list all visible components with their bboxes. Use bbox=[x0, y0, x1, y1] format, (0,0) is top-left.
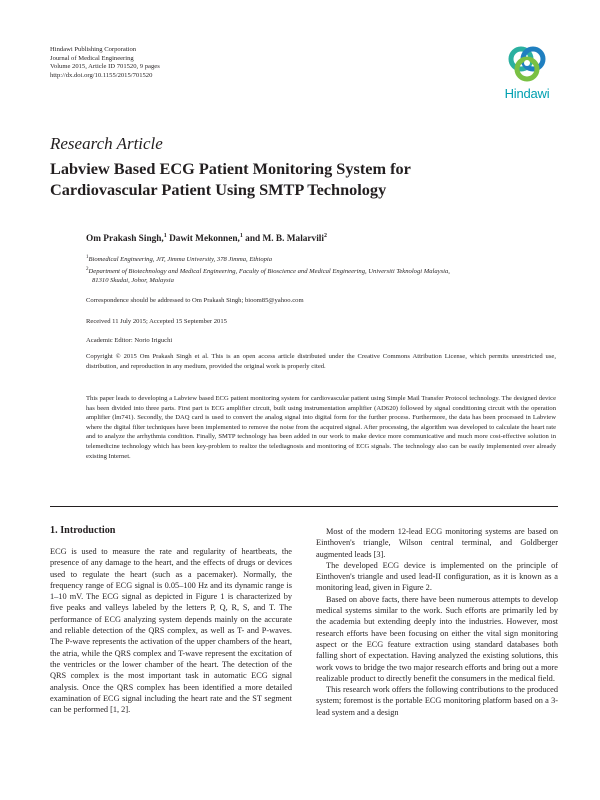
affiliation-2: $^2$Department of Biotechnology and Medical Engineering, Faculty of Bioscience and Medical Engineering, Universiti Teknologi Malaysia, bbox=[86, 266, 450, 275]
author-1-affil: 1 bbox=[163, 233, 167, 239]
received-dates: Received 11 July 2015; Accepted 15 September 2015 bbox=[86, 318, 227, 325]
publisher-name: Hindawi Publishing Corporation bbox=[50, 46, 137, 53]
hindawi-logo bbox=[496, 42, 558, 108]
section-divider bbox=[50, 506, 558, 507]
hindawi-rings-icon bbox=[505, 42, 549, 86]
correspondence: Correspondence should be addressed to Om Prakash Singh; bioom85@yahoo.com bbox=[86, 297, 304, 304]
body-column-right bbox=[316, 526, 558, 718]
affiliations bbox=[86, 253, 556, 286]
doi-link[interactable]: http://dx.doi.org/10.1155/2015/701520 bbox=[50, 71, 153, 79]
author-2: Dawit Mekonnen, bbox=[166, 234, 240, 245]
paper-title bbox=[50, 158, 520, 200]
journal-name: Journal of Medical Engineering bbox=[50, 54, 134, 62]
academic-editor: Academic Editor: Norio Iriguchi bbox=[86, 337, 173, 344]
volume-info: Volume 2015, Article ID 701520, 9 pages bbox=[50, 63, 160, 71]
hindawi-logo-text: Hindawi bbox=[504, 86, 550, 101]
affiliation-1: $^1$Biomedical Engineering, JiT, Jimma University, 378 Jimma, Ethiopia bbox=[86, 255, 273, 264]
author-3-affil: 2 bbox=[323, 233, 327, 239]
section-heading-introduction: 1. Introduction bbox=[50, 525, 116, 536]
intro-paragraph-5: This research work offers the following contributions to the produced system; foremost is the portable ECG monitoring platform based on a 3-lead system and a design bbox=[316, 685, 558, 717]
title-line-1: Labview Based ECG Patient Monitoring System for bbox=[50, 159, 411, 178]
intro-paragraph-2: Most of the modern 12-lead ECG monitoring systems are based on Einthoven's triangle, Wilson central terminal, and Goldberger augmented leads [3]. bbox=[316, 527, 558, 559]
author-2-affil: 1 bbox=[239, 233, 243, 239]
affiliation-2-cont: 81310 Skudai, Johor, Malaysia bbox=[92, 277, 174, 285]
publication-info bbox=[50, 46, 160, 80]
author-3: and M. B. Malarvili bbox=[242, 234, 324, 245]
article-type: Research Article bbox=[50, 134, 163, 153]
intro-paragraph-3: The developed ECG device is implemented on the principle of Einthoven's triangle and used lead-II configuration, as it is known as a monitoring lead, given in Figure 2. bbox=[316, 560, 558, 593]
abstract: This paper leads to developing a Labview based ECG patient monitoring system for cardiovascular patient using Simple Mail Transfer Protocol technology. The designed device has been divided into three parts. First part is ECG amplifier circuit, built using instrumentation amplifier (AD620) followed by signal conditioning circuit with the operation amplifier (lm741). Secondly, the DAQ card is used to convert the analog signal into digital form for the further process. Furthermore, the data has been processed in Labview where the digital filter techniques have been implemented to remove the noise from the acquired signal. After processing, the algorithm was developed to calculate the heart rate and to analyze the arrhythmia condition. Finally, SMTP technology has been added in our work to make device more communicative and much more cost-effective solution in telemedicine technology which has been key-problem to realize the telediagnosis and monitoring of ECG signals. The technology also can be easily implemented over already existing Internet. bbox=[86, 395, 556, 460]
copyright-notice: Copyright © 2015 Om Prakash Singh et al. This is an open access article distributed under the Creative Commons Attribution License, which permits unrestricted use, distribution, and reproduction in any medium, provided the original work is properly cited. bbox=[86, 353, 556, 370]
intro-paragraph-1: ECG is used to measure the rate and regularity of heartbeats, the presence of any damage to the heart, and the effects of drugs or devices used to regulate the heart (such as a pacemaker). Normally, the frequency range of ECG signal is 0.05–100 Hz and its dynamic range is 1–10 mV. The ECG signal as depicted in Figure 1 is characterized by five peaks and valleys labeled by the letters P, Q, R, S, and T. The performance of ECG analyzing system depends mainly on the accurate and reliable detection of the QRS complex, as well as T- and P-waves. The P-wave represents the activation of the upper chambers of the heart, the atria, while the QRS complex and T-wave represent the excitation of the ventricles or the lower chamber of the heart. The detection of the QRS complex is the most important task in automatic ECG signal analysis. Once the QRS complex has been identified a more detailed examination of ECG signal including the heart rate and the ST segment can be performed [1, 2]. bbox=[50, 547, 292, 715]
author-1: Om Prakash Singh, bbox=[86, 234, 164, 245]
body-column-left bbox=[50, 546, 292, 715]
author-list bbox=[86, 233, 327, 244]
intro-paragraph-4: Based on above facts, there have been numerous attempts to develop medical systems similar to the work. Such efforts are primarily led by the academia but extending deeply into the industries. However, most research efforts have been focusing on either the vital sign monitoring aspect or the ECG feature extraction using standard databases both falling short of expectation. Having analyzed the existing solutions, this work vows to bridge the two major research efforts and bring out a more realizable product to directly benefit the consumers in the medical field. bbox=[316, 594, 558, 683]
title-line-2: Cardiovascular Patient Using SMTP Technology bbox=[50, 180, 387, 199]
